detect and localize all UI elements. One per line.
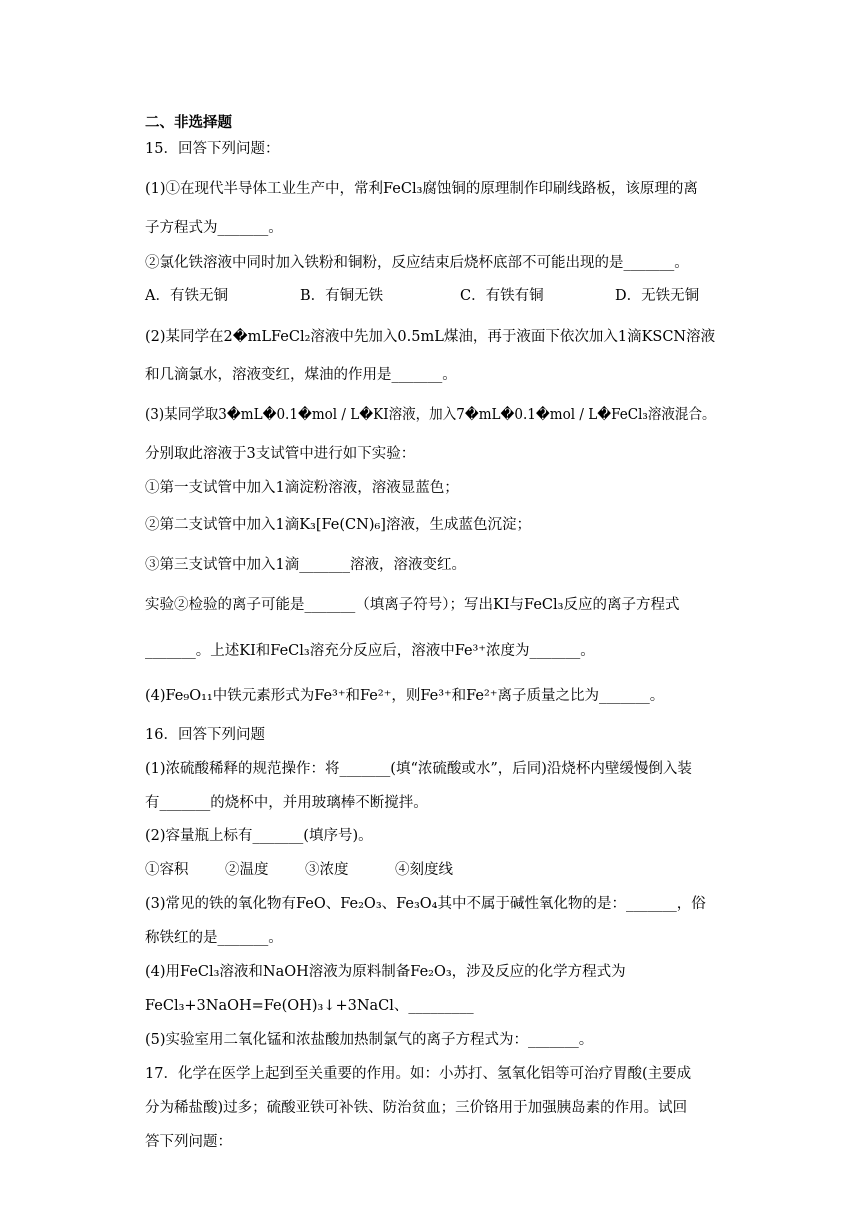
option-2: ②温度: [225, 862, 269, 878]
q15-part2-line1: (2)某同学在2�mLFeCl₂溶液中先加入0.5mL煤油，再于液面下依次加入1滴KSCN溶液: [145, 329, 716, 345]
q16-part1-line1: (1)浓硫酸稀释的规范操作：将_______(填“浓硫酸或水”，后同)沿烧杯内壁缓慢倒入装: [145, 761, 692, 777]
q15-options: [145, 286, 715, 306]
q15-part3-line5: ③第三支试管中加入1滴_______溶液，溶液变红。: [145, 557, 466, 573]
q16-part4-line1: (4)用FeCl₃溶液和NaOH溶液为原料制备Fe₂O₃，涉及反应的化学方程式为: [145, 964, 626, 980]
option-d: D．无铁无铜: [615, 288, 700, 304]
q15-part4-line1: (4)Fe₉O₁₁中铁元素形式为Fe³⁺和Fe²⁺，则Fe³⁺和Fe²⁺离子质量之比为_______。: [145, 688, 665, 704]
option-a: A．有铁无铜: [145, 288, 228, 304]
q15-part1-line1: (1)①在现代半导体工业生产中，常利FeCl₃腐蚀铜的原理制作印刷线路板，该原理的离: [145, 181, 698, 197]
q17-line3: 答下列问题：: [145, 1134, 232, 1150]
q15-part3-line3: ①第一支试管中加入1滴淀粉溶液，溶液显蓝色；: [145, 480, 459, 496]
q15-part2-line2: 和几滴氯水，溶液变红，煤油的作用是_______。: [145, 367, 457, 383]
q15-part1-line2: 子方程式为_______。: [145, 220, 283, 236]
q15-part3-line1: (3)某同学取3�mL�0.1�mol / L�KI溶液，加入7�mL�0.1�mol / L�FeCl₃溶液混合。: [145, 407, 716, 423]
section-heading: 二、非选择题: [145, 114, 232, 131]
option-3: ③浓度: [305, 862, 349, 878]
q17-line2: 分为稀盐酸)过多；硫酸亚铁可补铁、防治贫血；三价铬用于加强胰岛素的作用。试回: [145, 1100, 688, 1116]
q15-part3-line4: ②第二支试管中加入1滴K₃[Fe(CN)₆]溶液，生成蓝色沉淀；: [145, 517, 531, 533]
q16-part3-line1: (3)常见的铁的氧化物有FeO、Fe₂O₃、Fe₃O₄其中不属于碱性氧化物的是：_______，俗: [145, 896, 706, 912]
option-1: ①容积: [145, 862, 189, 878]
q15-stem: 15．回答下列问题：: [145, 141, 280, 157]
option-b: B．有铜无铁: [300, 288, 384, 304]
q15-part3-line7: _______。上述KI和FeCl₃溶充分反应后，溶液中Fe³⁺浓度为_______。: [145, 643, 595, 659]
q15-part3-line6: 实验②检验的离子可能是_______（填离子符号）；写出KI与FeCl₃反应的离子方程式: [145, 597, 680, 613]
option-c: C．有铁有铜: [460, 288, 544, 304]
q16-part3-line2: 称铁红的是_______。: [145, 930, 283, 946]
q16-part2-options: [145, 860, 715, 880]
q16-stem: 16．回答下列问题: [145, 727, 265, 743]
q16-part1-line2: 有_______的烧杯中，并用玻璃棒不断搅拌。: [145, 795, 428, 811]
option-4: ④刻度线: [395, 862, 453, 878]
q16-part5-line1: (5)实验室用二氧化锰和浓盐酸加热制氯气的离子方程式为：_______。: [145, 1032, 594, 1048]
q16-part2-line1: (2)容量瓶上标有_______(填序号)。: [145, 828, 373, 844]
q15-part3-line2: 分别取此溶液于3支试管中进行如下实验：: [145, 446, 416, 462]
q16-part4-line2: FeCl₃+3NaOH=Fe(OH)₃↓+3NaCl、_________: [145, 998, 474, 1014]
q17-line1: 17．化学在医学上起到至关重要的作用。如：小苏打、氢氧化铝等可治疗胃酸(主要成: [145, 1066, 692, 1082]
q15-part1-line3: ②氯化铁溶液中同时加入铁粉和铜粉，反应结束后烧杯底部不可能出现的是_______。: [145, 255, 689, 271]
